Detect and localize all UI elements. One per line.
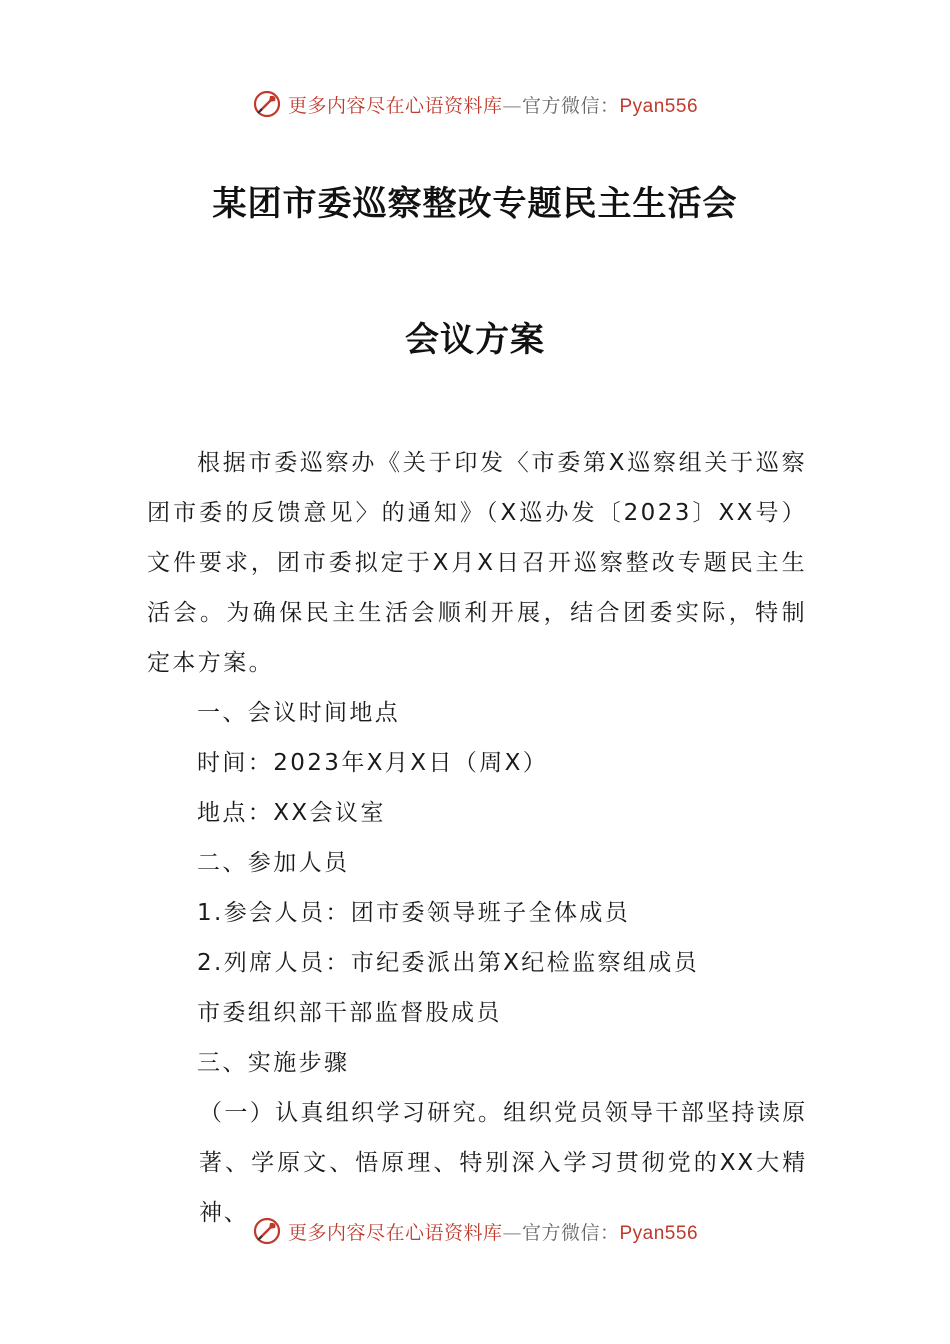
watermark-dash: —	[502, 94, 522, 117]
section-heading-1: 一、会议时间地点	[197, 700, 401, 726]
doc-title-line2: 会议方案	[405, 320, 545, 360]
watermark-wechat-id: Pyan556	[619, 95, 699, 117]
watermark-wechat-id: Pyan556	[619, 1222, 699, 1244]
doc-body	[147, 438, 807, 1238]
doc-title-line1: 某团市委巡察整改专题民主生活会	[212, 184, 738, 224]
watermark-banner-top	[0, 84, 950, 124]
watermark-wechat-label: 官方微信：	[521, 94, 620, 117]
meeting-time: 时间：2023年X月X日（周X）	[197, 750, 549, 776]
intro-paragraph: 根据市委巡察办《关于印发〈市委第X巡察组关于巡察团市委的反馈意见〉的通知》（X巡办发〔2023〕XX号）文件要求，团市委拟定于X月X日召开巡察整改专题民主生活会。为确保民主生活会顺利开展，结合团委实际，特制定本方案。	[147, 450, 807, 676]
watermark-main: 更多内容尽在心语资料库	[287, 1221, 503, 1244]
watermark-text	[288, 1218, 698, 1245]
watermark-main: 更多内容尽在心语资料库	[287, 94, 503, 117]
section-heading-3: 三、实施步骤	[197, 1050, 350, 1076]
watermark-text	[288, 91, 698, 118]
watermark-banner-bottom	[0, 1211, 950, 1251]
watermark-wechat-label: 官方微信：	[521, 1221, 620, 1244]
participants-item-2-cont: 市委组织部干部监督股成员	[197, 1000, 502, 1026]
quill-pen-logo-icon	[252, 1216, 282, 1246]
step-1-paragraph: （一）认真组织学习研究。组织党员领导干部坚持读原著、学原文、悟原理、特别深入学习贯彻党的XX大精神、	[199, 1100, 807, 1226]
participants-item-2: 2.列席人员：市纪委派出第X纪检监察组成员	[197, 950, 700, 976]
participants-item-1: 1.参会人员：团市委领导班子全体成员	[197, 900, 631, 926]
watermark-dash: —	[502, 1221, 522, 1244]
quill-pen-logo-icon	[252, 89, 282, 119]
meeting-place: 地点：XX会议室	[197, 800, 386, 826]
section-heading-2: 二、参加人员	[197, 850, 350, 876]
